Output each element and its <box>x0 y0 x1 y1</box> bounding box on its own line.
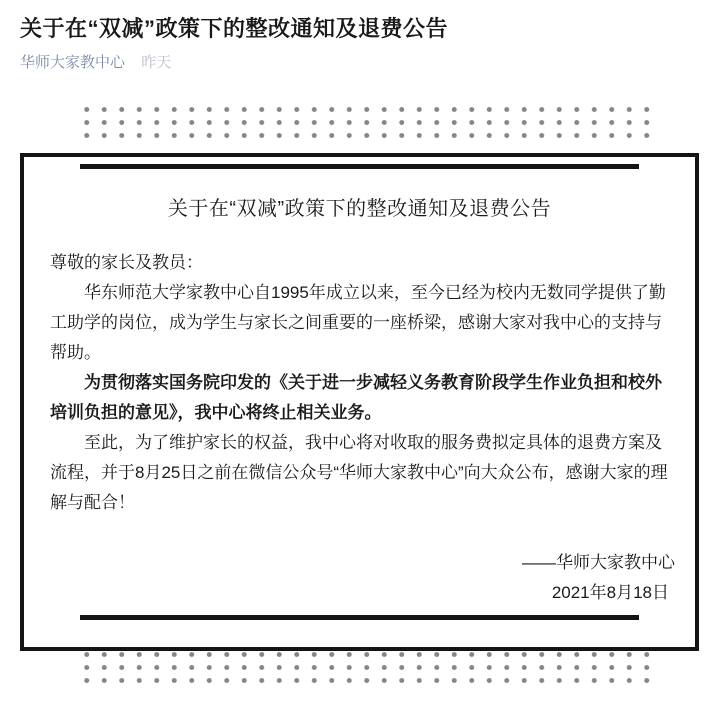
notice-body <box>50 248 668 518</box>
divider-rule-top <box>80 164 639 169</box>
notice-salutation: 尊敬的家长及教员： <box>50 253 203 272</box>
signature-block <box>24 548 675 608</box>
divider-rule-bottom <box>80 615 639 620</box>
notice-title: 关于在“双减”政策下的整改通知及退费公告 <box>167 198 552 220</box>
notice-box <box>20 153 699 651</box>
notice-paragraph: 华东师范大学家教中心自1995年成立以来，至今已经为校内无数同学提供了勤工助学的岗位，成为学生与家长之间重要的一座桥梁，感谢大家对我中心的支持与帮助。 <box>50 283 666 362</box>
dot-pattern-bottom <box>78 648 656 687</box>
notice-paragraph: 至此，为了维护家长的权益，我中心将对收取的服务费拟定具体的退费方案及流程，并于8月25日之前在微信公众号“华师大家教中心”向大众公布，感谢大家的理解与配合！ <box>50 433 668 512</box>
notice-paragraph-bold: 为贯彻落实国务院印发的《关于进一步减轻义务教育阶段学生作业负担和校外培训负担的意见》，我中心将终止相关业务。 <box>50 373 662 422</box>
post-time: 昨天 <box>141 54 172 71</box>
author-link[interactable]: 华师大家教中心 <box>20 54 126 71</box>
signature-line: ——华师大家教中心 <box>522 553 675 572</box>
dot-pattern-top <box>78 103 656 142</box>
byline <box>20 53 693 73</box>
date-line: 2021年8月18日 <box>551 583 669 602</box>
page-title: 关于在“双减”政策下的整改通知及退费公告 <box>20 16 449 41</box>
